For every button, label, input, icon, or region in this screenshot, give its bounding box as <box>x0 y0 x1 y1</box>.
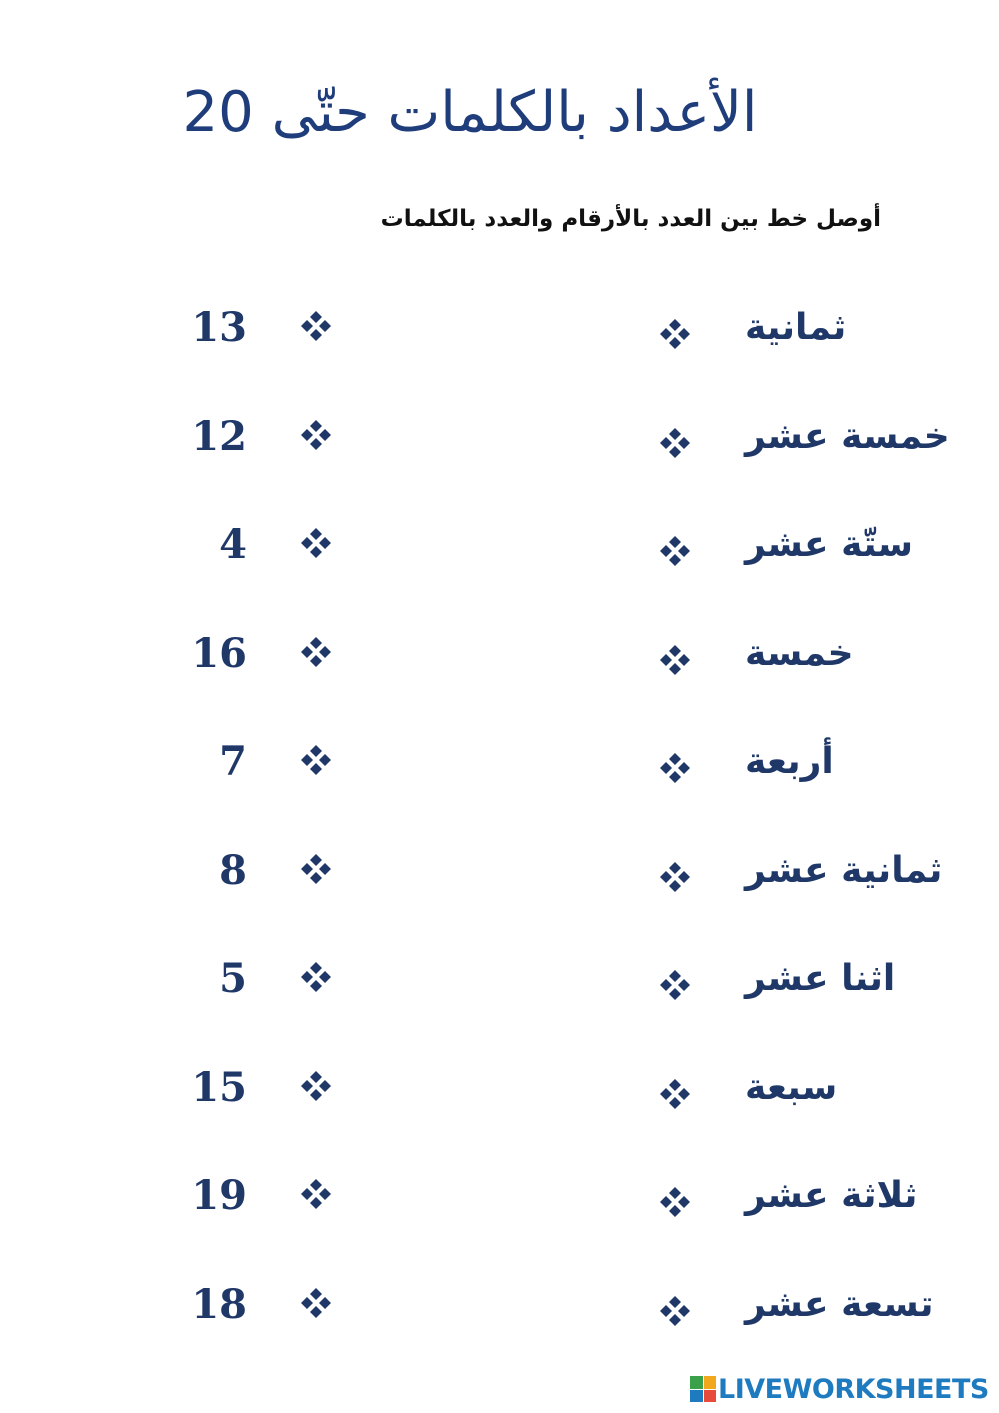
number-word: ستّة عشر <box>745 524 914 565</box>
word-connect-point-icon[interactable] <box>657 967 693 1003</box>
word-connect-point-icon[interactable] <box>657 533 693 569</box>
match-row <box>0 732 999 792</box>
number-digit: 15 <box>191 1063 247 1111</box>
match-row <box>0 1275 999 1335</box>
number-connect-point-icon[interactable] <box>298 1068 334 1104</box>
match-row <box>0 515 999 575</box>
number-digit: 19 <box>191 1172 247 1219</box>
number-connect-point-icon[interactable] <box>298 851 334 887</box>
number-digit: 8 <box>219 846 247 894</box>
match-row <box>0 624 999 684</box>
number-digit: 12 <box>191 412 247 460</box>
match-row <box>0 949 999 1009</box>
match-row <box>0 1058 999 1118</box>
logo-square-orange <box>704 1376 717 1389</box>
number-word: اثنا عشر <box>745 958 896 999</box>
match-row <box>0 298 999 358</box>
word-connect-point-icon[interactable] <box>657 1184 693 1220</box>
number-word: ثمانية عشر <box>745 849 943 891</box>
word-connect-point-icon[interactable] <box>657 425 693 461</box>
number-connect-point-icon[interactable] <box>298 417 334 453</box>
word-connect-point-icon[interactable] <box>657 642 693 678</box>
worksheet-title: الأعداد بالكلمات حتّى 20 <box>182 80 758 145</box>
logo-square-green <box>690 1376 703 1389</box>
number-word: ثلاثة عشر <box>745 1175 918 1216</box>
number-digit: 5 <box>219 955 247 1002</box>
number-connect-point-icon[interactable] <box>298 308 334 344</box>
word-connect-point-icon[interactable] <box>657 859 693 895</box>
number-digit: 16 <box>191 629 247 677</box>
liveworksheets-logo-icon <box>690 1376 716 1402</box>
match-row <box>0 407 999 467</box>
number-connect-point-icon[interactable] <box>298 525 334 561</box>
number-digit: 7 <box>219 738 247 785</box>
number-connect-point-icon[interactable] <box>298 959 334 995</box>
word-connect-point-icon[interactable] <box>657 1076 693 1112</box>
number-word: خمسة <box>745 632 854 674</box>
number-word: خمسة عشر <box>745 415 950 457</box>
number-digit: 13 <box>191 304 247 351</box>
match-row <box>0 841 999 901</box>
instruction-text: أوصل خط بين العدد بالأرقام والعدد بالكلمات <box>380 206 881 232</box>
number-digit: 4 <box>219 521 247 568</box>
number-connect-point-icon[interactable] <box>298 1285 334 1321</box>
number-word: ثمانية <box>745 307 847 348</box>
brand-name: LIVEWORKSHEETS <box>718 1373 989 1405</box>
word-connect-point-icon[interactable] <box>657 316 693 352</box>
word-connect-point-icon[interactable] <box>657 1293 693 1329</box>
number-word: سبعة <box>745 1066 838 1108</box>
number-connect-point-icon[interactable] <box>298 634 334 670</box>
word-connect-point-icon[interactable] <box>657 750 693 786</box>
number-word: أربعة <box>745 741 834 782</box>
match-row <box>0 1166 999 1226</box>
number-word: تسعة عشر <box>745 1283 934 1325</box>
number-digit: 18 <box>191 1280 247 1328</box>
logo-square-blue <box>690 1390 703 1403</box>
number-connect-point-icon[interactable] <box>298 1176 334 1212</box>
liveworksheets-logo <box>690 1372 989 1406</box>
logo-square-red <box>704 1390 717 1403</box>
number-connect-point-icon[interactable] <box>298 742 334 778</box>
